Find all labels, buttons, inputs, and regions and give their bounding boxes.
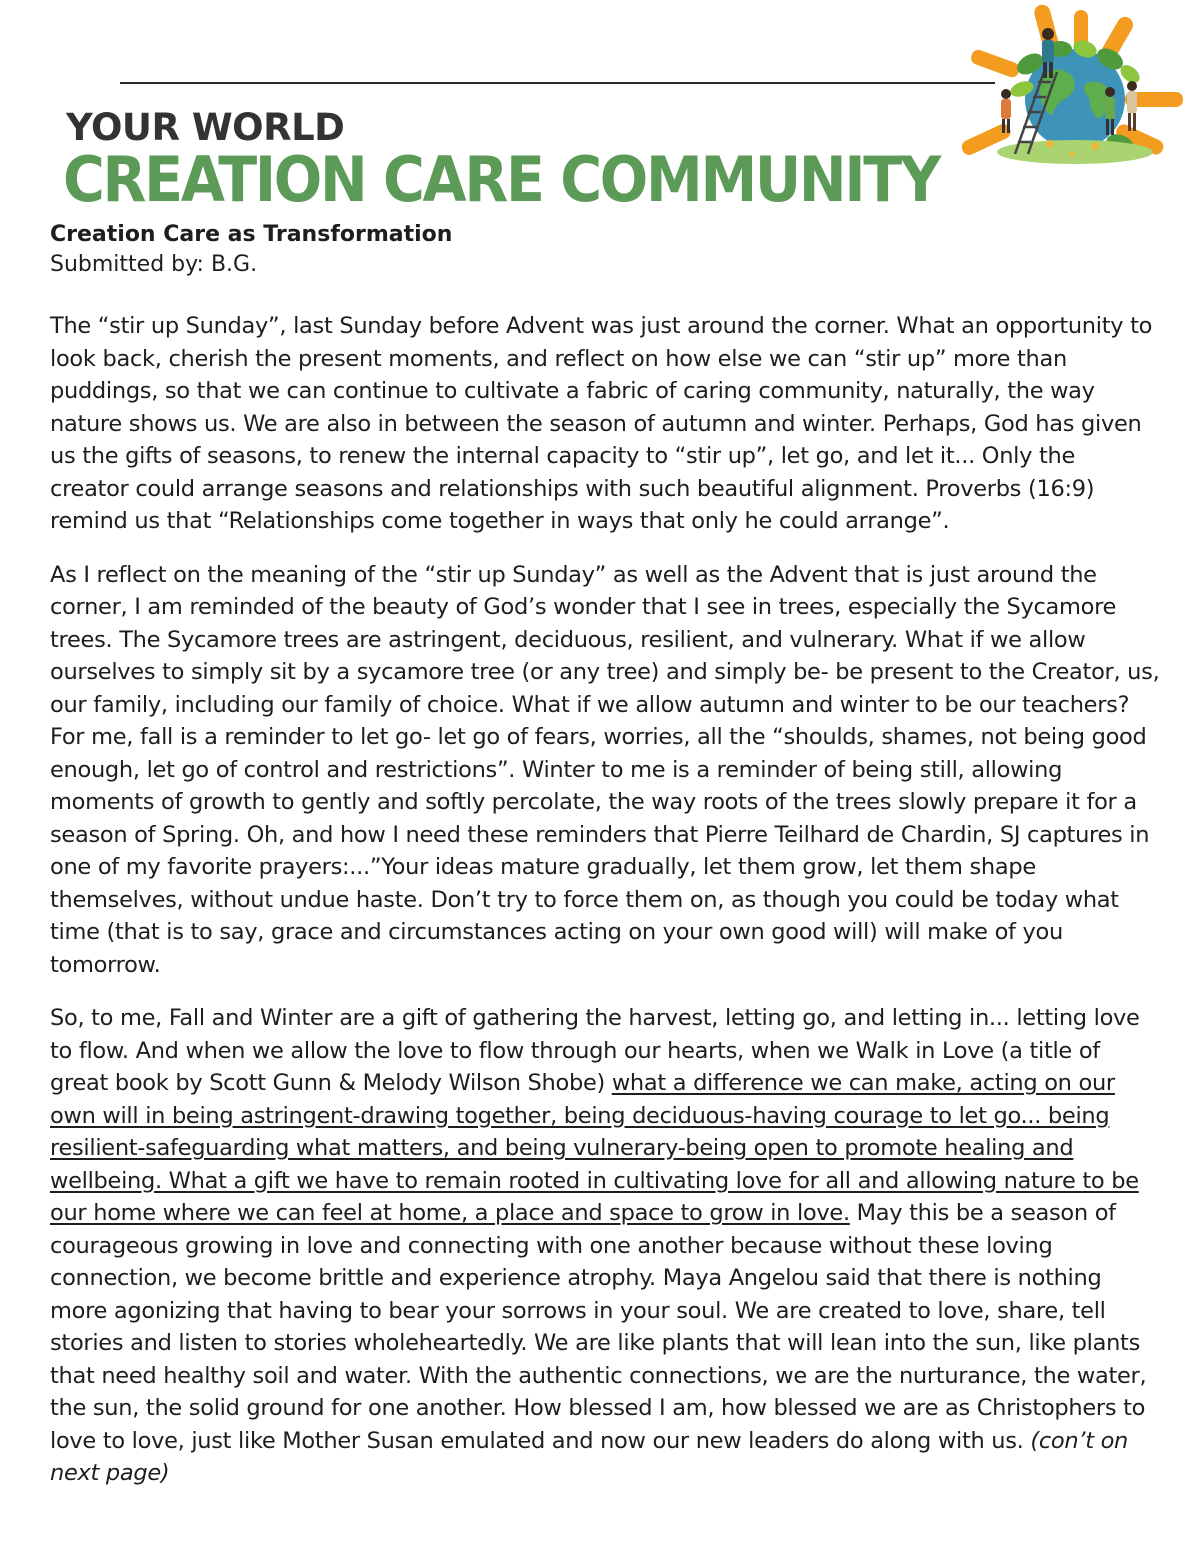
article-paragraph <box>50 1002 1160 1490</box>
sun-ray <box>969 48 1021 79</box>
continued-note: (con’t on next page) <box>50 1427 1129 1486</box>
article-paragraph: As I reflect on the meaning of the “stir up Sunday” as well as the Advent that is just around the corner, I am reminded of the beauty of God’s wonder that I see in trees, especially the Sycamore trees. The Sycamore trees are astringent, deciduous, resilient, and vulnerary. What if we allow ourselves to simply sit by a sycamore tree (or any tree) and simply be- be present to the Creator, us, our family, including our family of choice. What if we allow autumn and winter to be our teachers? For me, fall is a reminder to let go- let go of fears, worries, all the “shoulds, shames, not being good enough, let go of control and restrictions”. Winter to me is a reminder of being still, allowing moments of growth to gently and softly percolate, the way roots of the trees slowly prepare it for a season of Spring. Oh, and how I need these reminders that Pierre Teilhard de Chardin, SJ captures in one of my favorite prayers:...”Your ideas mature gradually, let them grow, let them shape themselves, without undue haste. Don’t try to force them on, as though you could be today what time (that is to say, grace and circumstances acting on your own good will) will make of you tomorrow. <box>50 561 1160 978</box>
paragraph-intro: So, to me, Fall and Winter are a gift of gathering the harvest, letting go, and letting in... letting love to flow. And when we allow the love to flow through our hearts, when we Walk in Love (a title of great book by Scott Gunn & Melody Wilson Shobe) <box>50 1005 1140 1096</box>
article-byline: Submitted by: B.G. <box>50 252 258 277</box>
article-paragraph: The “stir up Sunday”, last Sunday before Advent was just around the corner. What an opportunity to look back, cherish the present moments, and reflect on how else we can “stir up” more than puddings, so that we can continue to cultivate a fabric of caring community, naturally, the way nature shows us. We are also in between the season of autumn and winter. Perhaps, God has given us the gifts of seasons, to renew the internal capacity to “stir up”, let go, and let it... Only the creator could arrange seasons and relationships with such beautiful alignment. Proverbs (16:9) remind us that “Relationships come together in ways that only he could arrange”. <box>50 313 1153 534</box>
paragraph-rest: May this be a season of courageous growing in love and connecting with one another because without these loving connection, we become brittle and experience atrophy. Maya Angelou said that there is nothing more agonizing that having to bear your sorrows in your soul. We are created to love, share, tell stories and listen to stories wholeheartedly. We are like plants that will lean into the sun, like plants that need healthy soil and water. With the authentic connections, we are the nurturance, the water, the sun, the solid ground for one another. How blessed I am, how blessed we are as Christophers to love to love, just like Mother Susan emulated and now our new leaders do along with us. <box>50 1200 1147 1454</box>
ground-grass <box>997 140 1153 164</box>
person-far-right <box>1127 81 1137 131</box>
header-rule <box>120 82 995 84</box>
flower <box>1069 151 1075 157</box>
page-title: CREATION CARE COMMUNITY <box>63 143 939 216</box>
article-body <box>50 310 1160 1511</box>
flower <box>1046 140 1054 148</box>
flower <box>1091 142 1099 150</box>
article-heading: Creation Care as Transformation <box>50 222 453 247</box>
people-caring-for-earth-globe-illustration <box>960 4 1190 174</box>
section-kicker: YOUR WORLD <box>66 106 345 149</box>
underlined-passage: what a difference we can make, acting on our own will in being astringent-drawing together, being deciduous-having courage to let go... being resilient-safeguarding what matters, and being vulnerary-being open to promote healing and wellbeing. What a gift we have to remain rooted in cultivating love for all and allowing nature to be our home where we can feel at home, a place and space to grow in love. <box>50 1070 1139 1226</box>
